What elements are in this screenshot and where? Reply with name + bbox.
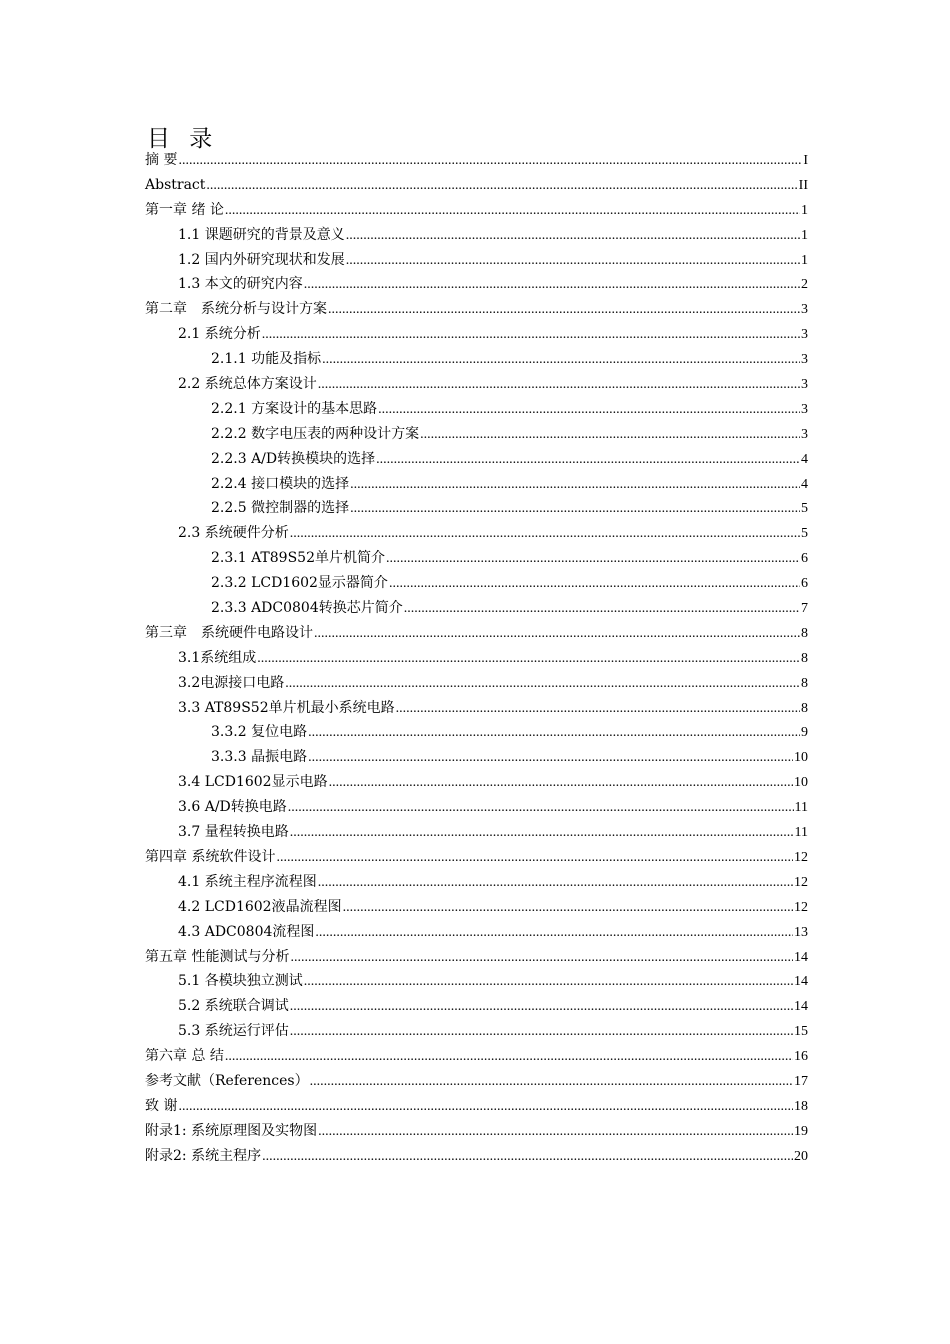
toc-entry-label: 第二章 系统分析与设计方案 bbox=[145, 301, 327, 318]
toc-entry[interactable] bbox=[145, 845, 808, 870]
dot-leader bbox=[304, 273, 800, 298]
toc-page-number: 12 bbox=[794, 849, 808, 865]
toc-page-number: 16 bbox=[794, 1049, 808, 1065]
toc-entry[interactable] bbox=[145, 272, 808, 297]
toc-entry-label: 2.2.2 数字电压表的两种设计方案 bbox=[211, 425, 420, 442]
toc-entry[interactable] bbox=[145, 248, 808, 273]
toc-entry[interactable] bbox=[145, 895, 808, 920]
toc-entry-label: 3.3.3 晶振电路 bbox=[211, 749, 308, 766]
dot-leader bbox=[290, 1020, 793, 1045]
dot-leader bbox=[389, 572, 800, 597]
toc-page-number: 18 bbox=[794, 1098, 808, 1114]
toc-entry[interactable] bbox=[145, 1019, 808, 1044]
toc-entry-label: 致 谢 bbox=[145, 1097, 178, 1114]
toc-entry[interactable] bbox=[145, 198, 808, 223]
toc-page-number: 1 bbox=[801, 227, 808, 243]
toc-entry[interactable] bbox=[145, 945, 808, 970]
toc-page-number: 3 bbox=[801, 352, 808, 368]
dot-leader bbox=[404, 597, 800, 622]
toc-entry[interactable] bbox=[145, 223, 808, 248]
dot-leader bbox=[386, 547, 800, 572]
toc-entry-label: 第一章 绪 论 bbox=[145, 201, 224, 218]
toc-entry[interactable] bbox=[145, 1069, 808, 1094]
toc-entry[interactable] bbox=[145, 496, 808, 521]
dot-leader bbox=[225, 199, 800, 224]
toc-entry[interactable] bbox=[145, 770, 808, 795]
dot-leader bbox=[314, 622, 800, 647]
toc-entry[interactable] bbox=[145, 397, 808, 422]
toc-entry-label: 3.6 A/D转换电路 bbox=[178, 799, 287, 816]
toc-entry-label: 第四章 系统软件设计 bbox=[145, 848, 276, 865]
dot-leader bbox=[308, 746, 793, 771]
toc-page-number: 8 bbox=[801, 675, 808, 691]
dot-leader bbox=[420, 423, 800, 448]
toc-entry-label: 参考文献（References） bbox=[145, 1072, 309, 1089]
dot-leader bbox=[346, 224, 800, 249]
toc-entry-label: 1.1 课题研究的背景及意义 bbox=[178, 226, 345, 243]
dot-leader bbox=[350, 473, 800, 498]
dot-leader bbox=[290, 946, 793, 971]
toc-entry-label: 3.7 量程转换电路 bbox=[178, 824, 289, 841]
toc-entry-label: 4.1 系统主程序流程图 bbox=[178, 873, 317, 890]
toc-page-number: 1 bbox=[801, 252, 808, 268]
dot-leader bbox=[276, 846, 793, 871]
toc-page-number: 14 bbox=[794, 949, 808, 965]
toc-entry-label: Abstract bbox=[145, 176, 206, 193]
toc-page-number: 10 bbox=[794, 775, 808, 791]
toc-page-number: 4 bbox=[801, 476, 808, 492]
toc-entry-label: 2.2.1 方案设计的基本思路 bbox=[211, 400, 378, 417]
toc-entry[interactable] bbox=[145, 795, 808, 820]
toc-page-number: 8 bbox=[801, 625, 808, 641]
dot-leader bbox=[290, 995, 793, 1020]
toc-entry-label: 第五章 性能测试与分析 bbox=[145, 948, 290, 965]
toc-list bbox=[145, 148, 808, 1169]
toc-page-number: 14 bbox=[794, 974, 808, 990]
toc-entry[interactable] bbox=[145, 173, 808, 198]
toc-page-number: 12 bbox=[794, 899, 808, 915]
toc-entry[interactable] bbox=[145, 621, 808, 646]
toc-entry-label: 5.3 系统运行评估 bbox=[178, 1023, 289, 1040]
toc-entry-label: 4.2 LCD1602液晶流程图 bbox=[178, 898, 342, 915]
toc-page-number: 6 bbox=[801, 551, 808, 567]
toc-entry-label: 2.1.1 功能及指标 bbox=[211, 351, 322, 368]
toc-page-number: 3 bbox=[801, 426, 808, 442]
dot-leader bbox=[285, 672, 800, 697]
toc-entry-label: 第六章 总 结 bbox=[145, 1048, 224, 1065]
toc-page-number: 13 bbox=[794, 924, 808, 940]
toc-entry[interactable] bbox=[145, 472, 808, 497]
toc-page-number: 12 bbox=[794, 874, 808, 890]
toc-entry-label: 5.1 各模块独立测试 bbox=[178, 973, 303, 990]
toc-page-number: 8 bbox=[801, 700, 808, 716]
dot-leader bbox=[318, 1120, 793, 1145]
dot-leader bbox=[178, 149, 802, 174]
toc-page-number: 15 bbox=[794, 1024, 808, 1040]
toc-page-number: I bbox=[803, 153, 808, 168]
toc-entry-label: 2.2.5 微控制器的选择 bbox=[211, 500, 350, 517]
toc-page-number: 3 bbox=[801, 377, 808, 393]
dot-leader bbox=[318, 373, 800, 398]
toc-entry[interactable] bbox=[145, 1144, 808, 1169]
toc-entry[interactable] bbox=[145, 546, 808, 571]
dot-leader bbox=[310, 1070, 793, 1095]
toc-entry[interactable] bbox=[145, 297, 808, 322]
toc-entry-label: 1.2 国内外研究现状和发展 bbox=[178, 251, 345, 268]
toc-page-number: 5 bbox=[801, 501, 808, 517]
toc-entry[interactable] bbox=[145, 1094, 808, 1119]
toc-page-number: 17 bbox=[794, 1073, 808, 1089]
toc-page-number: 9 bbox=[801, 725, 808, 741]
dot-leader bbox=[290, 821, 794, 846]
toc-entry-label: 3.3 AT89S52单片机最小系统电路 bbox=[178, 699, 395, 716]
toc-entry[interactable] bbox=[145, 521, 808, 546]
toc-entry-label: 附录1: 系统原理图及实物图 bbox=[145, 1122, 318, 1139]
toc-entry[interactable] bbox=[145, 571, 808, 596]
toc-entry[interactable] bbox=[145, 372, 808, 397]
dot-leader bbox=[328, 298, 800, 323]
toc-page-number: 6 bbox=[801, 576, 808, 592]
dot-leader bbox=[378, 398, 800, 423]
toc-page-number: 11 bbox=[794, 800, 808, 816]
toc-entry[interactable] bbox=[145, 920, 808, 945]
toc-entry[interactable] bbox=[145, 870, 808, 895]
toc-entry-label: 第三章 系统硬件电路设计 bbox=[145, 624, 313, 641]
toc-page-number: 5 bbox=[801, 526, 808, 542]
toc-entry-label: 2.3 系统硬件分析 bbox=[178, 525, 289, 542]
dot-leader bbox=[322, 348, 800, 373]
dot-leader bbox=[262, 1145, 793, 1170]
toc-entry-label: 3.3.2 复位电路 bbox=[211, 724, 308, 741]
dot-leader bbox=[318, 871, 793, 896]
toc-entry-label: 2.1 系统分析 bbox=[178, 326, 261, 343]
dot-leader bbox=[304, 970, 793, 995]
dot-leader bbox=[308, 721, 800, 746]
dot-leader bbox=[350, 497, 800, 522]
toc-entry-label: 2.3.2 LCD1602显示器简介 bbox=[211, 575, 388, 592]
toc-entry-label: 5.2 系统联合调试 bbox=[178, 998, 289, 1015]
toc-entry[interactable] bbox=[145, 1044, 808, 1069]
toc-entry-label: 2.2.4 接口模块的选择 bbox=[211, 475, 350, 492]
dot-leader bbox=[346, 249, 800, 274]
dot-leader bbox=[396, 697, 800, 722]
toc-entry-label: 1.3 本文的研究内容 bbox=[178, 276, 303, 293]
toc-entry[interactable] bbox=[145, 148, 808, 173]
toc-page-number: 8 bbox=[801, 650, 808, 666]
toc-page-number: II bbox=[798, 177, 808, 193]
toc-entry[interactable] bbox=[145, 322, 808, 347]
toc-entry-label: 2.3.3 ADC0804转换芯片简介 bbox=[211, 600, 403, 617]
toc-entry-label: 2.3.1 AT89S52单片机简介 bbox=[211, 550, 385, 567]
toc-page-number: 2 bbox=[801, 277, 808, 293]
dot-leader bbox=[329, 771, 793, 796]
toc-page-number: 3 bbox=[801, 302, 808, 318]
toc-page-number: 1 bbox=[801, 202, 808, 218]
dot-leader bbox=[288, 796, 794, 821]
toc-page-number: 3 bbox=[801, 401, 808, 417]
toc-entry-label: 3.2电源接口电路 bbox=[178, 674, 285, 691]
toc-page-number: 7 bbox=[801, 601, 808, 617]
dot-leader bbox=[178, 1095, 793, 1120]
toc-page-number: 4 bbox=[801, 451, 808, 467]
toc-entry-label: 3.4 LCD1602显示电路 bbox=[178, 774, 328, 791]
toc-entry[interactable] bbox=[145, 720, 808, 745]
toc-entry[interactable] bbox=[145, 646, 808, 671]
toc-page-number: 20 bbox=[794, 1148, 808, 1164]
dot-leader bbox=[343, 896, 793, 921]
toc-entry[interactable] bbox=[145, 745, 808, 770]
dot-leader bbox=[225, 1045, 793, 1070]
toc-entry-label: 附录2: 系统主程序 bbox=[145, 1147, 262, 1164]
toc-entry[interactable] bbox=[145, 447, 808, 472]
toc-page-number: 11 bbox=[794, 825, 808, 841]
dot-leader bbox=[206, 174, 797, 199]
toc-entry[interactable] bbox=[145, 422, 808, 447]
dot-leader bbox=[257, 647, 800, 672]
dot-leader bbox=[290, 522, 800, 547]
toc-entry[interactable] bbox=[145, 596, 808, 621]
toc-entry[interactable] bbox=[145, 969, 808, 994]
dot-leader bbox=[315, 921, 793, 946]
toc-entry[interactable] bbox=[145, 1119, 808, 1144]
toc-entry-label: 2.2 系统总体方案设计 bbox=[178, 376, 317, 393]
toc-page-number: 10 bbox=[794, 750, 808, 766]
toc-page-number: 19 bbox=[794, 1123, 808, 1139]
toc-entry-label: 3.1系统组成 bbox=[178, 649, 257, 666]
toc-entry-label: 摘 要 bbox=[145, 152, 178, 168]
dot-leader bbox=[376, 448, 800, 473]
dot-leader bbox=[262, 323, 800, 348]
toc-entry-label: 4.3 ADC0804流程图 bbox=[178, 923, 315, 940]
toc-page-number: 3 bbox=[801, 327, 808, 343]
toc-entry[interactable] bbox=[145, 347, 808, 372]
toc-entry-label: 2.2.3 A/D转换模块的选择 bbox=[211, 450, 376, 467]
toc-title: 目 录 bbox=[147, 126, 219, 152]
toc-entry[interactable] bbox=[145, 696, 808, 721]
toc-entry[interactable] bbox=[145, 994, 808, 1019]
toc-entry[interactable] bbox=[145, 671, 808, 696]
toc-page-number: 14 bbox=[794, 999, 808, 1015]
toc-entry[interactable] bbox=[145, 820, 808, 845]
